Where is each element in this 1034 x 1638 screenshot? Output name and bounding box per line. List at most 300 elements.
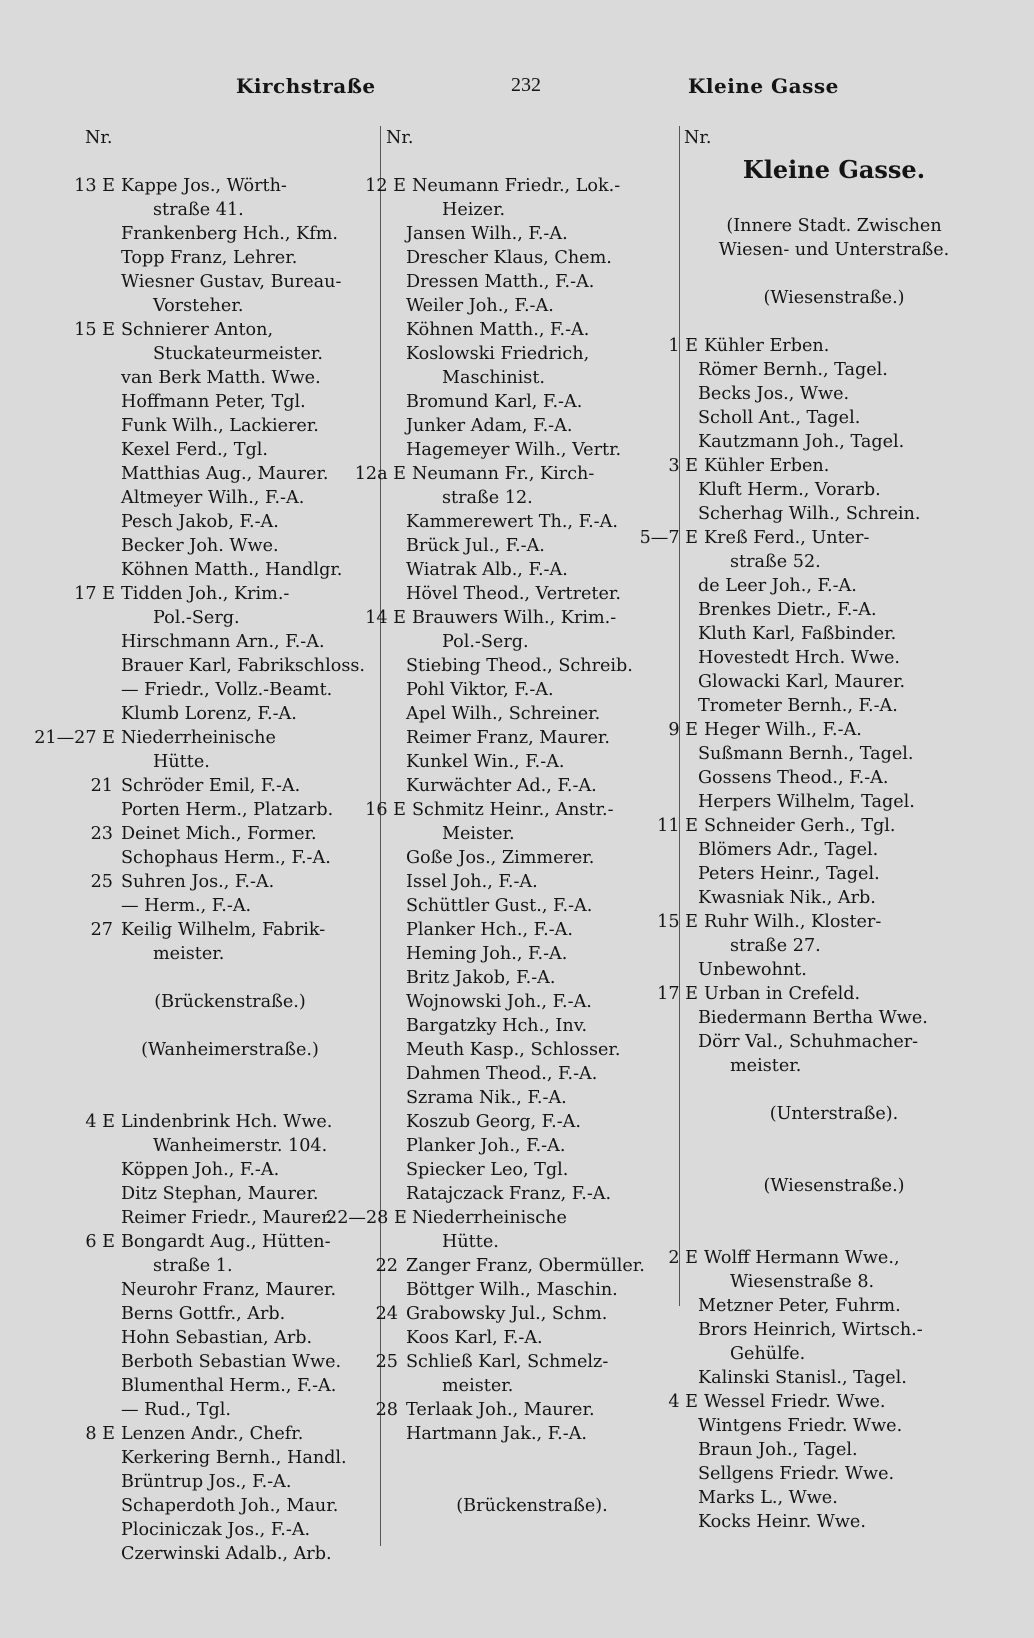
list-item: [684, 430, 984, 454]
list-item: [684, 1294, 984, 1318]
house-number: 8 E: [85, 1424, 115, 1444]
resident-entry: Plociniczak Jos., F.-A.: [121, 1520, 311, 1540]
resident-entry: Frankenberg Hch., Kfm.: [121, 224, 339, 244]
resident-entry: Porten Herm., Platzarb.: [121, 800, 334, 820]
resident-entry: Schröder Emil, F.-A.: [121, 776, 301, 796]
list-item: [386, 1014, 678, 1038]
list-item: [684, 790, 984, 814]
resident-entry: Czerwinski Adalb., Arb.: [121, 1544, 332, 1564]
column-number-label: Nr.: [85, 128, 113, 148]
list-item: [85, 222, 375, 246]
resident-entry: Planker Joh., F.-A.: [406, 1136, 566, 1156]
list-item: [34, 726, 375, 750]
spacer: [684, 1126, 984, 1150]
list-item: [386, 822, 678, 846]
house-number: 12 E: [365, 176, 406, 196]
resident-entry: Apel Wilh., Schreiner.: [406, 704, 601, 724]
list-item: [684, 1510, 984, 1534]
list-item: [668, 1390, 984, 1414]
resident-entry: Stiebing Theod., Schreib.: [406, 656, 633, 676]
resident-entry: Wiatrak Alb., F.-A.: [406, 560, 568, 580]
street-reference: (Brückenstraße).: [456, 1496, 608, 1516]
list-item: [85, 1254, 375, 1278]
header-right-street: Kleine Gasse: [688, 74, 839, 98]
resident-entry: straße 27.: [730, 936, 821, 956]
resident-entry: Neumann Friedr., Lok.-: [412, 176, 621, 196]
list-item: [386, 366, 678, 390]
list-item: [85, 294, 375, 318]
resident-entry: Brauer Karl, Fabrikschloss.: [121, 656, 365, 676]
house-number: 22: [375, 1256, 398, 1276]
list-item: [85, 678, 375, 702]
list-item: [85, 1446, 375, 1470]
list-item: [684, 1414, 984, 1438]
resident-entry: Heger Wilh., F.-A.: [704, 720, 862, 740]
list-item: [386, 1110, 678, 1134]
resident-entry: — Rud., Tgl.: [121, 1400, 232, 1420]
house-number: 25: [375, 1352, 398, 1372]
list-item: [386, 414, 678, 438]
resident-entry: Niederrheinische: [121, 728, 276, 748]
resident-entry: Gehülfe.: [730, 1344, 806, 1364]
resident-entry: Brüntrup Jos., F.-A.: [121, 1472, 292, 1492]
resident-entry: Scholl Ant., Tagel.: [698, 408, 861, 428]
resident-entry: Tidden Joh., Krim.-: [121, 584, 290, 604]
resident-entry: Hütte.: [153, 752, 210, 772]
list-item: [386, 990, 678, 1014]
spacer: [85, 966, 375, 990]
spacer: [684, 262, 984, 286]
resident-entry: Neumann Fr., Kirch-: [412, 464, 595, 484]
list-item: [386, 198, 678, 222]
resident-entry: Kluft Herm., Vorarb.: [698, 480, 881, 500]
resident-entry: Dressen Matth., F.-A.: [406, 272, 595, 292]
list-item: [386, 1182, 678, 1206]
list-item: [386, 318, 678, 342]
resident-entry: Kappe Jos., Wörth-: [121, 176, 287, 196]
resident-entry: Kühler Erben.: [704, 456, 830, 476]
list-item: [386, 942, 678, 966]
resident-entry: Planker Hch., F.-A.: [406, 920, 573, 940]
resident-entry: Ratajczack Franz, F.-A.: [406, 1184, 612, 1204]
resident-entry: Spiecker Leo, Tgl.: [406, 1160, 569, 1180]
street-reference: (Brückenstraße.): [154, 992, 306, 1012]
resident-entry: Pohl Viktor, F.-A.: [406, 680, 554, 700]
spacer: [684, 190, 984, 214]
list-item: [375, 1254, 678, 1278]
resident-entry: Funk Wilh., Lackierer.: [121, 416, 319, 436]
resident-entry: Kunkel Win., F.-A.: [406, 752, 565, 772]
resident-entry: Schaperdoth Joh., Maur.: [121, 1496, 339, 1516]
resident-entry: Reimer Friedr., Maurer.: [121, 1208, 334, 1228]
resident-entry: Köppen Joh., F.-A.: [121, 1160, 280, 1180]
resident-entry: Wojnowski Joh., F.-A.: [406, 992, 592, 1012]
list-item: [85, 342, 375, 366]
list-item: [386, 1374, 678, 1398]
house-number: 17 E: [657, 984, 698, 1004]
list-item: [684, 1342, 984, 1366]
list-item: [386, 390, 678, 414]
list-item: [375, 1350, 678, 1374]
column-3: [639, 126, 984, 1534]
resident-entry: Kammerewert Th., F.-A.: [406, 512, 618, 532]
resident-entry: Urban in Crefeld.: [704, 984, 861, 1004]
list-item: [684, 1006, 984, 1030]
resident-entry: Schnierer Anton,: [121, 320, 274, 340]
header-left-street: Kirchstraße: [236, 74, 376, 98]
list-item: [684, 862, 984, 886]
resident-entry: Kautzmann Joh., Tagel.: [698, 432, 905, 452]
list-item: [386, 558, 678, 582]
list-item: [386, 1062, 678, 1086]
list-item: [85, 438, 375, 462]
resident-entry: meister.: [153, 944, 225, 964]
resident-entry: Hohn Sebastian, Arb.: [121, 1328, 313, 1348]
house-number: 15 E: [74, 320, 115, 340]
list-item: [85, 414, 375, 438]
list-item: [668, 718, 984, 742]
list-item: [386, 1086, 678, 1110]
list-item: [85, 702, 375, 726]
resident-entry: Bargatzky Hch., Inv.: [406, 1016, 588, 1036]
spacer: [386, 150, 678, 174]
list-item: [74, 174, 375, 198]
resident-entry: Hövel Theod., Vertreter.: [406, 584, 621, 604]
list-item: [386, 678, 678, 702]
list-item: [684, 598, 984, 622]
list-item: [639, 526, 984, 550]
house-number: 3 E: [668, 456, 698, 476]
list-item: [386, 1038, 678, 1062]
resident-entry: Pol.-Serg.: [442, 632, 529, 652]
list-item: [386, 750, 678, 774]
list-item: [386, 870, 678, 894]
resident-entry: Schophaus Herm., F.-A.: [121, 848, 331, 868]
list-item: [684, 670, 984, 694]
resident-entry: Hoffmann Peter, Tgl.: [121, 392, 306, 412]
resident-entry: Terlaak Joh., Maurer.: [406, 1400, 595, 1420]
list-item: [85, 1326, 375, 1350]
resident-entry: Goße Jos., Zimmerer.: [406, 848, 595, 868]
list-item: [668, 334, 984, 358]
resident-entry: Sellgens Friedr. Wwe.: [698, 1464, 895, 1484]
house-number: 21—27 E: [34, 728, 115, 748]
list-item: [386, 1134, 678, 1158]
resident-entry: Wolff Hermann Wwe.,: [704, 1248, 900, 1268]
resident-entry: Köhnen Matth., F.-A.: [406, 320, 590, 340]
list-item: [684, 502, 984, 526]
list-item: [365, 606, 678, 630]
house-number: 15 E: [657, 912, 698, 932]
list-item: [85, 1302, 375, 1326]
list-item: [684, 838, 984, 862]
list-item: [684, 1366, 984, 1390]
list-item: [684, 1438, 984, 1462]
column-divider: [679, 126, 680, 1306]
list-item: [386, 486, 678, 510]
spacer: [85, 150, 375, 174]
resident-entry: Weiler Joh., F.-A.: [406, 296, 554, 316]
resident-entry: Britz Jakob, F.-A.: [406, 968, 556, 988]
resident-entry: meister.: [730, 1056, 802, 1076]
list-item: [684, 1462, 984, 1486]
list-item: [375, 1302, 678, 1326]
resident-entry: Koos Karl, F.-A.: [406, 1328, 543, 1348]
spacer: [684, 1198, 984, 1222]
spacer: [684, 1222, 984, 1246]
list-item: [386, 582, 678, 606]
list-item: [85, 510, 375, 534]
resident-entry: Berboth Sebastian Wwe.: [121, 1352, 342, 1372]
house-number: 27: [90, 920, 113, 940]
resident-entry: Koszub Georg, F.-A.: [406, 1112, 581, 1132]
list-item: [684, 1030, 984, 1054]
house-number: 12a E: [354, 464, 406, 484]
resident-entry: Schließ Karl, Schmelz-: [406, 1352, 609, 1372]
resident-entry: Peters Heinr., Tagel.: [698, 864, 880, 884]
resident-entry: Koslowski Friedrich,: [406, 344, 590, 364]
house-number: 4 E: [668, 1392, 698, 1412]
resident-entry: Lindenbrink Hch. Wwe.: [121, 1112, 333, 1132]
list-item: [657, 910, 984, 934]
resident-entry: Becks Jos., Wwe.: [698, 384, 850, 404]
list-item: [684, 742, 984, 766]
street-reference: (Wanheimerstraße.): [141, 1040, 319, 1060]
resident-entry: Neurohr Franz, Maurer.: [121, 1280, 337, 1300]
list-item: [85, 270, 375, 294]
column-divider: [380, 126, 381, 1546]
resident-entry: Suhren Jos., F.-A.: [121, 872, 275, 892]
list-item: [657, 982, 984, 1006]
house-number: 28: [375, 1400, 398, 1420]
resident-entry: Issel Joh., F.-A.: [406, 872, 538, 892]
resident-entry: straße 12.: [442, 488, 533, 508]
list-item: [85, 366, 375, 390]
resident-entry: Braun Joh., Tagel.: [698, 1440, 858, 1460]
list-item: [386, 702, 678, 726]
resident-entry: Brück Jul., F.-A.: [406, 536, 545, 556]
resident-entry: Hartmann Jak., F.-A.: [406, 1424, 588, 1444]
list-item: [85, 1350, 375, 1374]
list-item: [85, 1158, 375, 1182]
resident-entry: Hütte.: [442, 1232, 499, 1252]
resident-entry: Reimer Franz, Maurer.: [406, 728, 611, 748]
list-item: [386, 966, 678, 990]
resident-entry: Hirschmann Arn., F.-A.: [121, 632, 325, 652]
resident-entry: Kalinski Stanisl., Tagel.: [698, 1368, 907, 1388]
list-item: [74, 318, 375, 342]
list-item: [386, 246, 678, 270]
resident-entry: Gossens Theod., F.-A.: [698, 768, 889, 788]
resident-entry: Bongardt Aug., Hütten-: [121, 1232, 331, 1252]
list-item: [85, 1542, 375, 1566]
list-item: [365, 798, 678, 822]
list-item: [386, 1230, 678, 1254]
resident-entry: Grabowsky Jul., Schm.: [406, 1304, 608, 1324]
house-number: 25: [90, 872, 113, 892]
resident-entry: Biedermann Bertha Wwe.: [698, 1008, 928, 1028]
resident-entry: Römer Bernh., Tagel.: [698, 360, 888, 380]
list-item: [386, 774, 678, 798]
resident-entry: Bromund Karl, F.-A.: [406, 392, 583, 412]
list-item: [85, 1278, 375, 1302]
resident-entry: Matthias Aug., Maurer.: [121, 464, 329, 484]
spacer: [684, 1078, 984, 1102]
list-item: [85, 246, 375, 270]
list-item: [386, 438, 678, 462]
resident-entry: Köhnen Matth., Handlgr.: [121, 560, 343, 580]
spacer: [85, 1014, 375, 1038]
resident-entry: Dahmen Theod., F.-A.: [406, 1064, 598, 1084]
column-number-label: Nr.: [684, 128, 712, 148]
resident-entry: Unbewohnt.: [698, 960, 807, 980]
spacer: [85, 1062, 375, 1086]
resident-entry: straße 52.: [730, 552, 821, 572]
list-item: [684, 694, 984, 718]
street-reference: (Wiesenstraße.): [763, 288, 905, 308]
resident-entry: meister.: [442, 1376, 514, 1396]
house-number: 23: [90, 824, 113, 844]
resident-entry: Kocks Heinr. Wwe.: [698, 1512, 866, 1532]
resident-entry: Keilig Wilhelm, Fabrik-: [121, 920, 326, 940]
list-item: [354, 462, 678, 486]
house-number: 11 E: [657, 816, 698, 836]
list-item: [85, 462, 375, 486]
list-item: [684, 1270, 984, 1294]
list-item: [386, 270, 678, 294]
list-item: [85, 1398, 375, 1422]
list-item: [85, 1182, 375, 1206]
street-reference: (Unterstraße).: [769, 1104, 899, 1124]
resident-entry: Hovestedt Hrch. Wwe.: [698, 648, 900, 668]
list-item: [684, 646, 984, 670]
list-item: [386, 510, 678, 534]
resident-entry: Drescher Klaus, Chem.: [406, 248, 612, 268]
list-item: [85, 942, 375, 966]
list-item: [684, 958, 984, 982]
resident-entry: Pesch Jakob, F.-A.: [121, 512, 279, 532]
list-item: [85, 870, 375, 894]
list-item: [85, 1134, 375, 1158]
list-item: [85, 486, 375, 510]
list-item: [85, 894, 375, 918]
list-item: [684, 550, 984, 574]
list-item: [85, 822, 375, 846]
resident-entry: Lenzen Andr., Chefr.: [121, 1424, 304, 1444]
list-item: [684, 886, 984, 910]
spacer: [684, 310, 984, 334]
list-item: [85, 750, 375, 774]
resident-entry: Böttger Wilh., Maschin.: [406, 1280, 618, 1300]
list-item: [85, 1470, 375, 1494]
resident-entry: Meuth Kasp., Schlosser.: [406, 1040, 621, 1060]
house-number: 24: [375, 1304, 398, 1324]
resident-entry: straße 1.: [153, 1256, 233, 1276]
resident-entry: Stuckateurmeister.: [153, 344, 323, 364]
list-item: [85, 846, 375, 870]
resident-entry: Blömers Adr., Tagel.: [698, 840, 879, 860]
resident-entry: Kreß Ferd., Unter-: [704, 528, 870, 548]
resident-entry: Ditz Stephan, Maurer.: [121, 1184, 319, 1204]
list-item: [85, 774, 375, 798]
resident-entry: Brors Heinrich, Wirtsch.-: [698, 1320, 923, 1340]
list-item: [684, 358, 984, 382]
list-item: [684, 1054, 984, 1078]
house-number: 4 E: [85, 1112, 115, 1132]
street-reference: (Wiesenstraße.): [763, 1176, 905, 1196]
list-item: [386, 534, 678, 558]
resident-entry: Kerkering Bernh., Handl.: [121, 1448, 347, 1468]
list-item: [85, 606, 375, 630]
resident-entry: Kurwächter Ad., F.-A.: [406, 776, 597, 796]
list-item: [85, 654, 375, 678]
list-item: [386, 342, 678, 366]
resident-entry: Klumb Lorenz, F.-A.: [121, 704, 297, 724]
resident-entry: Heizer.: [442, 200, 506, 220]
list-item: [668, 454, 984, 478]
resident-entry: Schüttler Gust., F.-A.: [406, 896, 593, 916]
resident-entry: Blumenthal Herm., F.-A.: [121, 1376, 337, 1396]
list-item: [85, 798, 375, 822]
resident-entry: Pol.-Serg.: [153, 608, 240, 628]
list-item: [668, 1246, 984, 1270]
list-item: [85, 1494, 375, 1518]
page-header: [0, 74, 1034, 110]
resident-entry: Brenkes Dietr., F.-A.: [698, 600, 877, 620]
list-item: [386, 294, 678, 318]
resident-entry: Vorsteher.: [153, 296, 244, 316]
resident-entry: Becker Joh. Wwe.: [121, 536, 279, 556]
list-item: [365, 174, 678, 198]
list-item: [85, 558, 375, 582]
resident-entry: straße 41.: [153, 200, 244, 220]
resident-entry: Wintgens Friedr. Wwe.: [698, 1416, 903, 1436]
street-reference: (Innere Stadt. Zwischen: [726, 216, 942, 236]
resident-entry: Kluth Karl, Faßbinder.: [698, 624, 897, 644]
house-number: 16 E: [365, 800, 406, 820]
list-item: [74, 582, 375, 606]
house-number: 5—7 E: [639, 528, 698, 548]
list-item: [386, 654, 678, 678]
resident-entry: van Berk Matth. Wwe.: [121, 368, 321, 388]
resident-entry: Ruhr Wilh., Kloster-: [704, 912, 882, 932]
resident-entry: Marks L., Wwe.: [698, 1488, 838, 1508]
resident-entry: Kwasniak Nik., Arb.: [698, 888, 876, 908]
resident-entry: Brauwers Wilh., Krim.-: [412, 608, 617, 628]
resident-entry: Wanheimerstr. 104.: [153, 1136, 328, 1156]
list-item: [684, 574, 984, 598]
resident-entry: Jansen Wilh., F.-A.: [406, 224, 568, 244]
resident-entry: Kühler Erben.: [704, 336, 830, 356]
list-item: [386, 1278, 678, 1302]
resident-entry: Altmeyer Wilh., F.-A.: [121, 488, 305, 508]
resident-entry: Meister.: [442, 824, 515, 844]
column-number-label: Nr.: [386, 128, 414, 148]
resident-entry: Kexel Ferd., Tgl.: [121, 440, 268, 460]
resident-entry: Scherhag Wilh., Schrein.: [698, 504, 921, 524]
list-item: [85, 534, 375, 558]
resident-entry: Wessel Friedr. Wwe.: [704, 1392, 886, 1412]
list-item: [684, 478, 984, 502]
list-item: [85, 1422, 375, 1446]
list-item: [85, 630, 375, 654]
spacer: [386, 1446, 678, 1470]
list-item: [386, 894, 678, 918]
column-2: [326, 126, 678, 1518]
resident-entry: Heming Joh., F.-A.: [406, 944, 568, 964]
list-item: [375, 1398, 678, 1422]
list-item: [326, 1206, 678, 1230]
